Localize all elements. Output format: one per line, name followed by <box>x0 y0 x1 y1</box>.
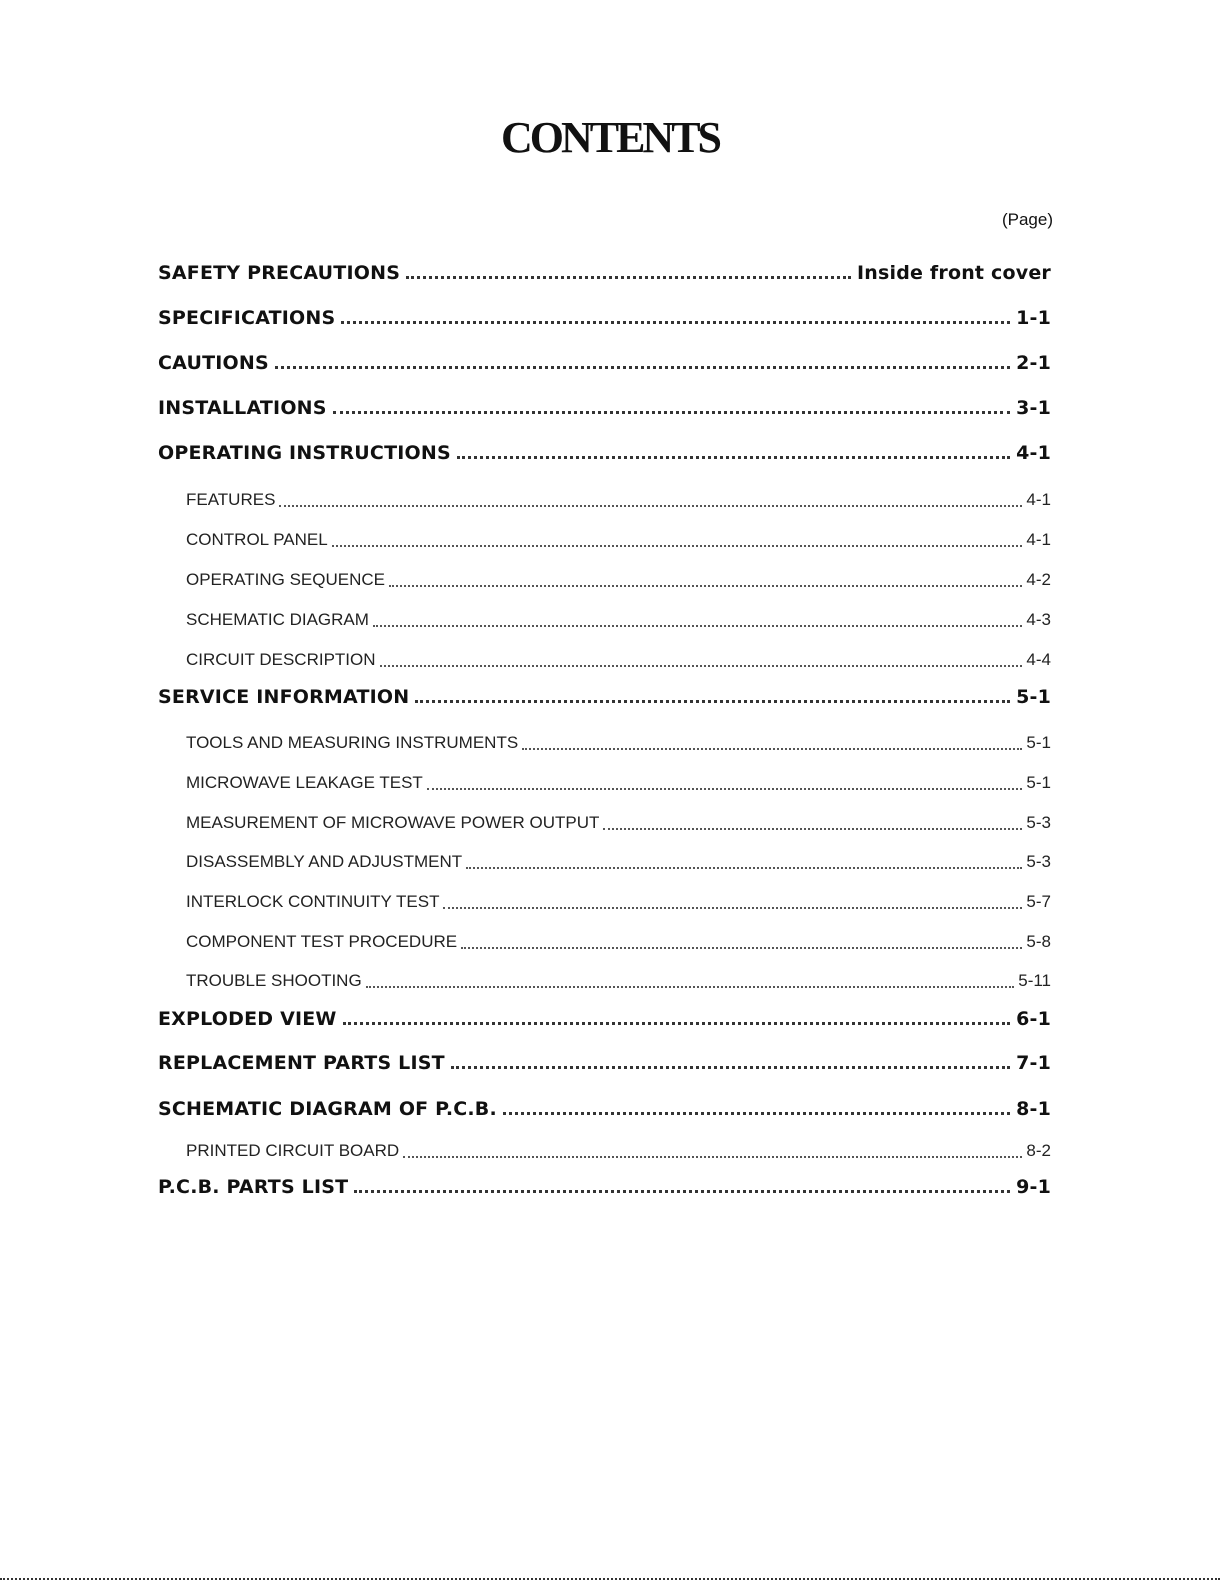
toc-entry-label: TROUBLE SHOOTING <box>186 971 362 990</box>
toc-entry-page: 4-2 <box>1026 570 1051 589</box>
dot-leader <box>366 985 1015 988</box>
toc-entry-page: 7-1 <box>1016 1052 1051 1074</box>
toc-section-entry <box>158 352 1051 374</box>
dot-leader <box>406 275 851 279</box>
toc-section-entry <box>158 686 1051 708</box>
toc-entry-label: EXPLODED VIEW <box>158 1008 337 1030</box>
toc-subsection-entry <box>186 971 1051 991</box>
toc-entry-page: 8-1 <box>1016 1098 1051 1120</box>
toc-subsection-entry <box>186 773 1051 793</box>
toc-entry-page: Inside front cover <box>857 262 1051 284</box>
toc-subsection-entry <box>186 932 1051 952</box>
toc-subsection-entry <box>186 570 1051 590</box>
toc-subsection-entry <box>186 852 1051 872</box>
toc-subsection-entry <box>186 610 1051 630</box>
toc-entry-label: P.C.B. PARTS LIST <box>158 1176 349 1198</box>
toc-entry-page: 5-1 <box>1026 733 1051 752</box>
toc-entry-page: 4-3 <box>1026 610 1051 629</box>
toc-entry-label: INTERLOCK CONTINUITY TEST <box>186 892 440 911</box>
toc-entry-label: OPERATING INSTRUCTIONS <box>158 442 451 464</box>
toc-section-entry <box>158 1052 1051 1074</box>
toc-entry-page: 5-7 <box>1026 892 1051 911</box>
toc-subsection-entry <box>186 813 1051 833</box>
bottom-dotted-rule <box>0 1578 1220 1580</box>
dot-leader <box>380 664 1023 667</box>
toc-entry-page: 5-1 <box>1016 686 1051 708</box>
toc-entry-page: 5-1 <box>1026 773 1051 792</box>
toc-section-entry <box>158 307 1051 329</box>
dot-leader <box>461 946 1022 949</box>
toc-entry-page: 5-3 <box>1026 852 1051 871</box>
toc-section-entry <box>158 1008 1051 1030</box>
dot-leader <box>343 1021 1010 1025</box>
toc-entry-page: 9-1 <box>1016 1176 1051 1198</box>
toc-entry-label: FEATURES <box>186 490 276 509</box>
dot-leader <box>403 1155 1022 1158</box>
toc-entry-page: 4-4 <box>1026 650 1051 669</box>
toc-entry-label: MEASUREMENT OF MICROWAVE POWER OUTPUT <box>186 813 600 832</box>
toc-subsection-entry <box>186 650 1051 670</box>
toc-entry-label: SPECIFICATIONS <box>158 307 336 329</box>
toc-entry-label: INSTALLATIONS <box>158 397 327 419</box>
toc-entry-page: 5-3 <box>1026 813 1051 832</box>
dot-leader <box>279 504 1022 507</box>
toc-entry-label: REPLACEMENT PARTS LIST <box>158 1052 445 1074</box>
toc-entry-label: CIRCUIT DESCRIPTION <box>186 650 376 669</box>
toc-entry-page: 3-1 <box>1016 397 1051 419</box>
toc-entry-label: SCHEMATIC DIAGRAM OF P.C.B. <box>158 1098 497 1120</box>
toc-entry-label: DISASSEMBLY AND ADJUSTMENT <box>186 852 463 871</box>
toc-entry-label: PRINTED CIRCUIT BOARD <box>186 1141 400 1160</box>
toc-entry-label: COMPONENT TEST PROCEDURE <box>186 932 458 951</box>
toc-section-entry <box>158 397 1051 419</box>
toc-section-entry <box>158 1098 1051 1120</box>
dot-leader <box>427 787 1023 790</box>
toc-subsection-entry <box>186 490 1051 510</box>
toc-entry-page: 5-8 <box>1026 932 1051 951</box>
dot-leader <box>466 866 1022 869</box>
dot-leader <box>341 320 1010 324</box>
toc-entry-label: SERVICE INFORMATION <box>158 686 410 708</box>
toc-section-entry <box>158 1176 1051 1198</box>
toc-entry-page: 6-1 <box>1016 1008 1051 1030</box>
toc-entry-page: 5-11 <box>1018 971 1051 990</box>
toc-entry-page: 1-1 <box>1016 307 1051 329</box>
toc-entry-label: SAFETY PRECAUTIONS <box>158 262 401 284</box>
dot-leader <box>354 1189 1010 1193</box>
toc-entry-label: CAUTIONS <box>158 352 269 374</box>
dot-leader <box>443 906 1022 909</box>
toc-entry-label: MICROWAVE LEAKAGE TEST <box>186 773 423 792</box>
dot-leader <box>415 699 1010 703</box>
toc-entry-page: 4-1 <box>1026 530 1051 549</box>
dot-leader <box>457 455 1010 459</box>
toc-section-entry <box>158 442 1051 464</box>
toc-entry-page: 4-1 <box>1026 490 1051 509</box>
dot-leader <box>503 1111 1010 1115</box>
dot-leader <box>275 365 1010 369</box>
toc-entry-label: OPERATING SEQUENCE <box>186 570 385 589</box>
toc-entry-label: CONTROL PANEL <box>186 530 328 549</box>
dot-leader <box>332 544 1023 547</box>
dot-leader <box>522 747 1022 750</box>
dot-leader <box>451 1065 1010 1069</box>
toc-section-entry <box>158 262 1051 284</box>
page-title: CONTENTS <box>500 113 720 162</box>
toc-subsection-entry <box>186 530 1051 550</box>
toc-subsection-entry <box>186 1141 1051 1161</box>
toc-entry-label: SCHEMATIC DIAGRAM <box>186 610 369 629</box>
toc-entry-page: 4-1 <box>1016 442 1051 464</box>
toc-entry-page: 2-1 <box>1016 352 1051 374</box>
toc-entry-label: TOOLS AND MEASURING INSTRUMENTS <box>186 733 519 752</box>
page-column-label: (Page) <box>1001 210 1053 229</box>
toc-subsection-entry <box>186 892 1051 912</box>
toc-subsection-entry <box>186 733 1051 753</box>
dot-leader <box>389 584 1022 587</box>
dot-leader <box>333 410 1010 414</box>
dot-leader <box>603 827 1022 830</box>
dot-leader <box>373 624 1023 627</box>
toc-entry-page: 8-2 <box>1026 1141 1051 1160</box>
